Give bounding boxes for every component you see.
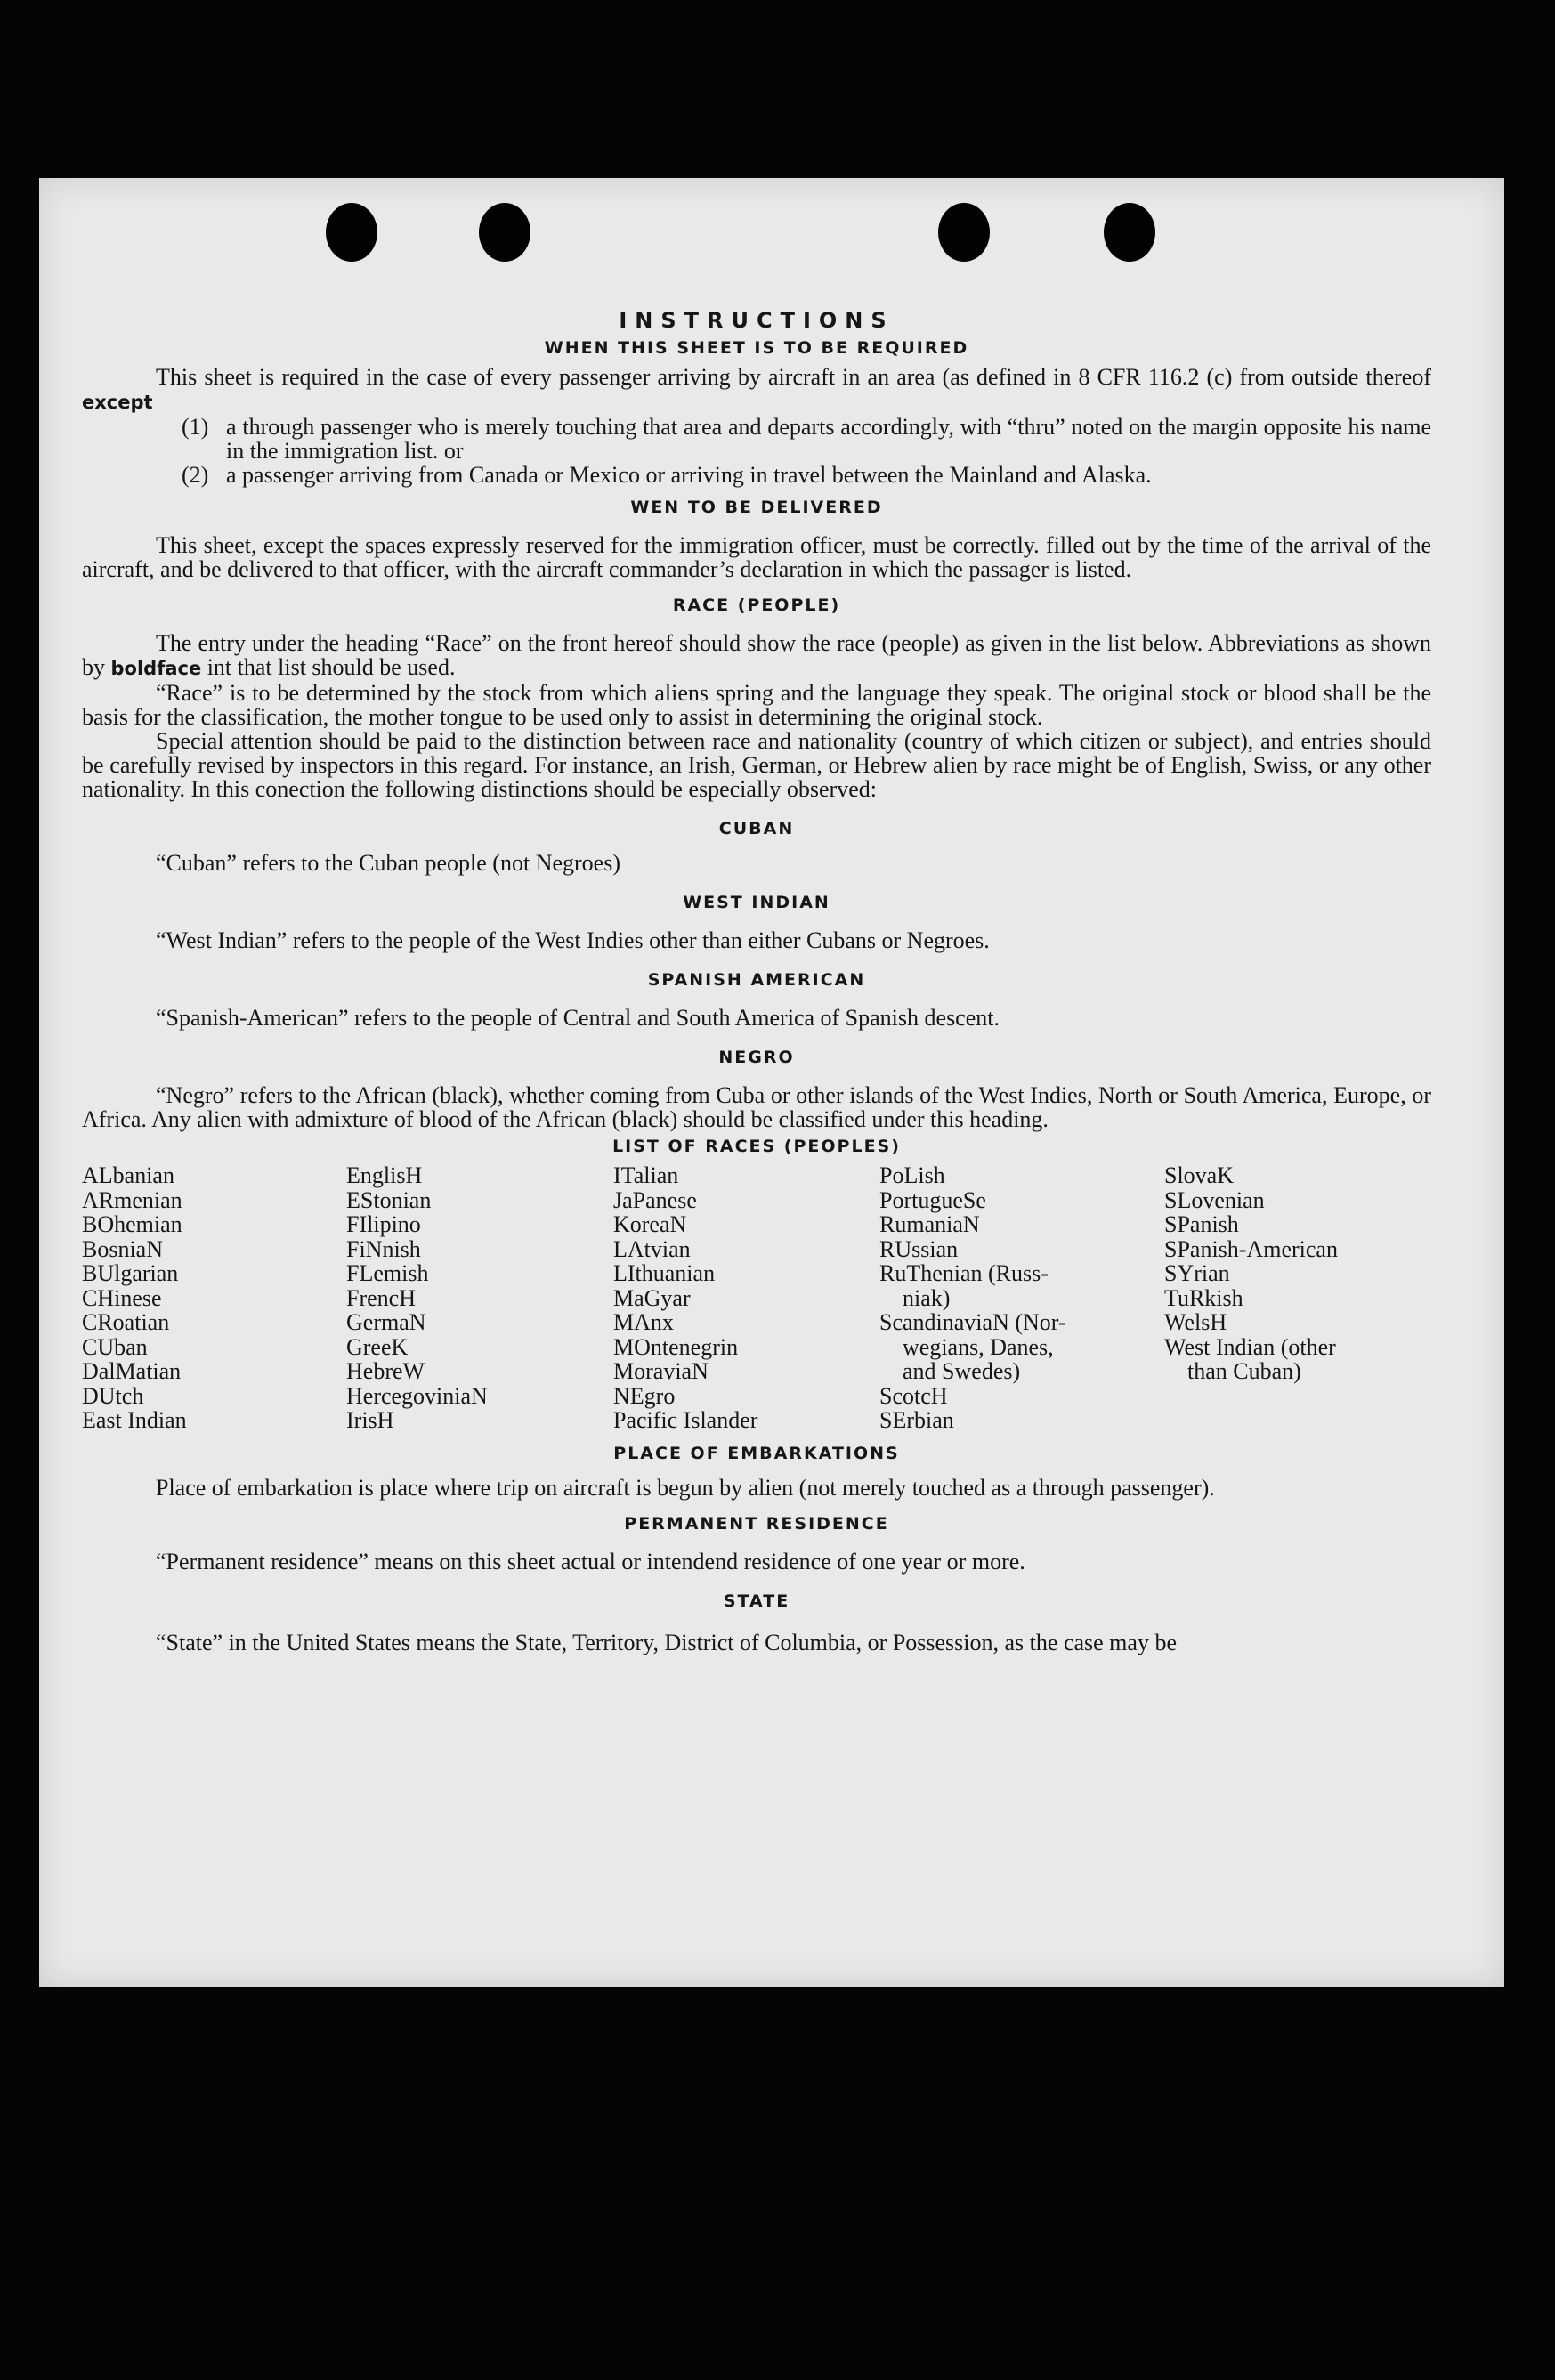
punch-hole [938,203,990,262]
negro-text: “Negro” refers to the African (black), whether coming from Cuba or other islands of the West Indies, North or South America, Europe, or Africa. Any alien with admixture of blood of the African (black) should be classified under this heading. [82,1082,1431,1132]
race-entry: SLovenian [1164,1186,1265,1213]
race-entry: BosniaN [82,1235,163,1262]
race-entry: MoraviaN [613,1358,709,1384]
race-paragraph-1: The entry under the heading “Race” on the front hereof should show the race (people) as given in the list below. Abbreviations as shown by boldface int that list should be used. [82,630,1431,680]
race-entry: SYrian [1164,1260,1230,1286]
heading-embarkation: PLACE OF EMBARKATIONS [613,1443,900,1463]
race-entry: SErbian [879,1407,954,1433]
race-entry: HercegoviniaN [346,1382,488,1409]
west-indian-text: “West Indian” refers to the people of the West Indies other than either Cubans or Negroes. [156,927,990,953]
race-entry: SlovaK [1164,1162,1234,1188]
spanish-american-text: “Spanish-American” refers to the people of Central and South America of Spanish descent. [156,1005,1000,1031]
heading-residence: PERMANENT RESIDENCE [624,1513,889,1534]
race-entry: than Cuban) [1187,1358,1301,1384]
race-entry: GermaN [346,1309,426,1335]
heading-when-delivered: WEN TO BE DELIVERED [630,498,883,517]
races-column [879,1163,1164,1433]
race-entry: niak) [903,1284,951,1311]
race-entry: MOntenegrin [613,1333,739,1360]
heading-when-required: WHEN THIS SHEET IS TO BE REQUIRED [544,338,969,358]
race-entry: LIthuanian [613,1260,716,1286]
heading-state: STATE [723,1591,790,1611]
race-entry: PortugueSe [879,1186,986,1213]
race-entry: ScandinaviaN (Nor- [879,1309,1066,1335]
heading-list-of-races: LIST OF RACES (PEOPLES) [612,1137,901,1156]
race-paragraph-2: “Race” is to be determined by the stock from which aliens spring and the language they speak. The original stock or blood shall be the basis for the classification, the mother tongue to be used only to assist in determining the original stock. [82,680,1431,730]
race-entry: GreeK [346,1333,409,1360]
race-entry: CHinese [82,1284,162,1311]
race-entry: MaGyar [613,1284,691,1311]
race-entry: DUtch [82,1382,144,1409]
race-entry: RumaniaN [879,1211,980,1237]
races-column [82,1163,346,1433]
race-entry: MAnx [613,1309,674,1335]
race-entry: FrencH [346,1284,416,1311]
race-entry: TuRkish [1164,1284,1243,1311]
except-word: except [82,392,153,413]
race-entry: BOhemian [82,1211,182,1237]
race-entry: East Indian [82,1407,187,1433]
heading-cuban: CUBAN [718,819,795,838]
instructions-content [82,303,1431,1655]
race-paragraph-3: Special attention should be paid to the distinction between race and nationality (country of which citizen or subject), and entries should be carefully revised by inspectors in this regard. For instance, an Irish, German, or Hebrew alien by race might be of English, Swiss, or any other nationality. In this conection the following distinctions should be especially observed: [82,728,1431,802]
heading-west-indian: WEST INDIAN [683,893,830,912]
when-required-intro: This sheet is required in the case of every passenger arriving by aircraft in an area (as defined in 8 CFR 116.2 (c) from outside thereof except [82,364,1431,413]
embarkation-text: Place of embarkation is place where trip on aircraft is begun by alien (not merely touched as a through passenger). [156,1474,1215,1501]
race-entry: KoreaN [613,1211,687,1237]
punch-hole [326,203,377,262]
race-entry: SPanish [1164,1211,1239,1237]
race-entry: ARmenian [82,1186,182,1213]
race-entry: FLemish [346,1260,429,1286]
race-entry: ScotcH [879,1382,948,1409]
heading-negro: NEGRO [718,1048,795,1067]
list-item: (1) a through passenger who is merely touching that area and departs accordingly, with “thru” noted on the margin opposite his name in the immigration list. or [182,414,1431,464]
race-entry: West Indian (other [1164,1333,1336,1360]
race-entry: CUban [82,1333,148,1360]
heading-race: RACE (PEOPLE) [672,595,841,615]
document-sheet [39,178,1504,1987]
boldface-word: boldface [110,658,202,679]
race-entry: WelsH [1164,1309,1227,1335]
race-entry: CRoatian [82,1309,170,1335]
races-column [346,1163,613,1433]
punch-hole [479,203,530,262]
race-entry: ALbanian [82,1162,174,1188]
race-entry: RUssian [879,1235,959,1262]
race-entry: and Swedes) [903,1358,1021,1384]
race-entry: HebreW [346,1358,425,1384]
race-entry: FIlipino [346,1211,421,1237]
race-entry: ITalian [613,1162,679,1188]
race-entry: NEgro [613,1382,676,1409]
races-column [613,1163,879,1433]
cuban-text: “Cuban” refers to the Cuban people (not Negroes) [156,850,620,876]
race-entry: DalMatian [82,1358,182,1384]
race-entry: SPanish-American [1164,1235,1338,1262]
state-text: “State” in the United States means the State, Territory, District of Columbia, or Possession, as the case may be [156,1629,1177,1655]
races-column [1164,1163,1431,1433]
race-entry: EStonian [346,1186,432,1213]
race-entry: IrisH [346,1407,394,1433]
race-entry: RuThenian (Russ- [879,1260,1049,1286]
heading-spanish-american: SPANISH AMERICAN [647,970,866,990]
list-item: (2) a passenger arriving from Canada or Mexico or arriving in travel between the Mainland and Alaska. [182,462,1152,488]
race-entry: Pacific Islander [613,1407,758,1433]
race-entry: LAtvian [613,1235,691,1262]
race-entry: EnglisH [346,1162,423,1188]
race-entry: BUlgarian [82,1260,179,1286]
when-delivered-text: This sheet, except the spaces expressly reserved for the immigration officer, must be correctly. filled out by the time of the arrival of the aircraft, and be delivered to that officer, with the aircraft commander’s declaration in which the passager is listed. [82,532,1431,582]
race-entry: FiNnish [346,1235,421,1262]
race-entry: wegians, Danes, [903,1333,1054,1360]
punch-hole [1104,203,1155,262]
residence-text: “Permanent residence” means on this sheet actual or intendend residence of one year or more. [156,1548,1025,1575]
race-entry: JaPanese [613,1186,697,1213]
races-list [82,1163,1431,1433]
page-title: INSTRUCTIONS [619,308,895,333]
race-entry: PoLish [879,1162,945,1188]
